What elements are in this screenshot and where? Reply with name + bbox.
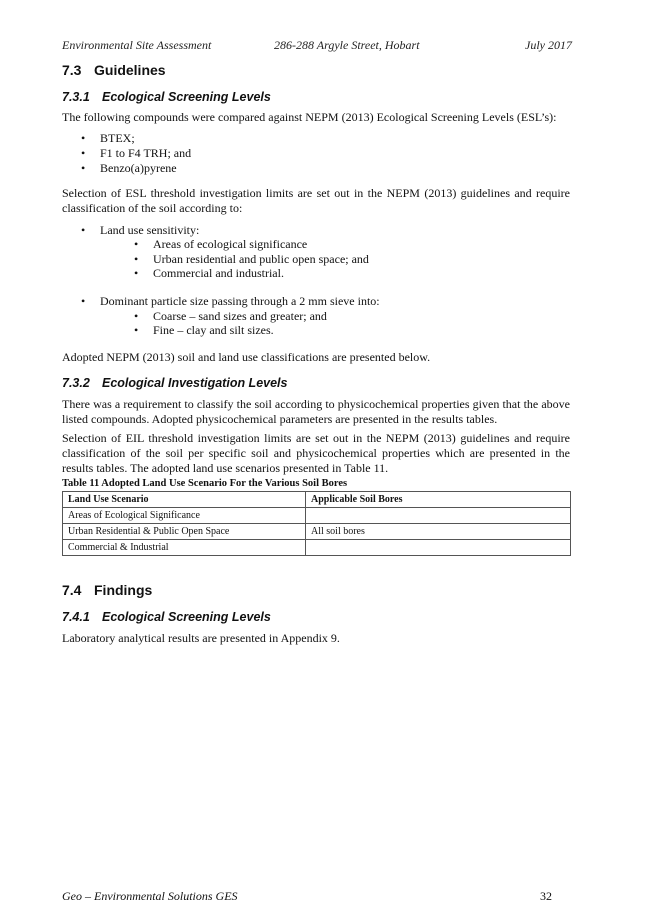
page-number: 32 (540, 889, 552, 903)
header-left: Environmental Site Assessment (62, 38, 212, 52)
table-header-cell: Land Use Scenario (63, 492, 306, 508)
adopted-classifications-paragraph: Adopted NEPM (2013) soil and land use classifications are presented below. (62, 350, 431, 364)
table-header-cell: Applicable Soil Bores (306, 492, 571, 508)
findings-paragraph: Laboratory analytical results are presented in Appendix 9. (62, 631, 340, 645)
table-cell: Commercial & Industrial (63, 540, 306, 556)
land-use-item: • Commercial and industrial. (134, 266, 284, 280)
heading-number: 7.4.1 (62, 610, 90, 624)
compound-item: • F1 to F4 TRH; and (81, 146, 192, 160)
compound-item: • Benzo(a)pyrene (81, 161, 177, 175)
table-header-row (63, 492, 571, 508)
heading-7-4 (62, 582, 152, 598)
heading-7-3 (62, 62, 166, 78)
footer-left: Geo – Environmental Solutions GES (62, 889, 238, 903)
particle-size-item: • Fine – clay and silt sizes. (134, 323, 274, 337)
heading-number: 7.4 (62, 582, 82, 598)
table-row (63, 508, 571, 524)
heading-title: Guidelines (94, 62, 166, 78)
heading-title: Ecological Investigation Levels (102, 376, 288, 390)
heading-title: Findings (94, 582, 153, 598)
eil-paragraph-2: Selection of EIL threshold investigation limits are set out in the NEPM (2013) guidelines and require classification of the soil per specific soil and physicochemical properties which are presented in the results tables. The adopted land use scenarios presented in Table 11. (62, 431, 570, 475)
esl-selection-paragraph: Selection of ESL threshold investigation limits are set out in the NEPM (2013) guidelines and require classification of the soil according to: (62, 186, 570, 215)
eil-paragraph-1: There was a requirement to classify the soil according to physicochemical properties given that the above listed compounds. Adopted physicochemical parameters are presented in the results tables. (62, 397, 570, 426)
land-use-item: • Urban residential and public open space; and (134, 252, 369, 266)
particle-size-item: • Coarse – sand sizes and greater; and (134, 309, 327, 323)
heading-number: 7.3.2 (62, 376, 90, 390)
heading-7-4-1 (62, 610, 271, 624)
header-right: July 2017 (525, 38, 572, 52)
table-cell: All soil bores (306, 524, 571, 540)
heading-title: Ecological Screening Levels (102, 90, 271, 104)
land-use-bullet: • Land use sensitivity: (81, 223, 200, 237)
table-cell (306, 508, 571, 524)
page-footer (62, 889, 552, 904)
heading-number: 7.3.1 (62, 90, 90, 104)
heading-title: Ecological Screening Levels (102, 610, 271, 624)
esl-intro-paragraph: The following compounds were compared against NEPM (2013) Ecological Screening Levels (ESL’s): (62, 110, 557, 124)
table-cell (306, 540, 571, 556)
heading-7-3-2 (62, 376, 287, 390)
land-use-table (62, 491, 571, 556)
table-cell: Areas of Ecological Significance (63, 508, 306, 524)
heading-number: 7.3 (62, 62, 82, 78)
particle-size-bullet: • Dominant particle size passing through a 2 mm sieve into: (81, 294, 380, 308)
table-cell: Urban Residential & Public Open Space (63, 524, 306, 540)
compound-item: • BTEX; (81, 131, 135, 145)
land-use-item: • Areas of ecological significance (134, 237, 308, 251)
table-caption: Table 11 Adopted Land Use Scenario For the Various Soil Bores (62, 478, 348, 489)
page-header (62, 38, 572, 53)
header-center: 286-288 Argyle Street, Hobart (274, 38, 420, 52)
heading-7-3-1 (62, 90, 271, 104)
table-row (63, 540, 571, 556)
table-row (63, 524, 571, 540)
